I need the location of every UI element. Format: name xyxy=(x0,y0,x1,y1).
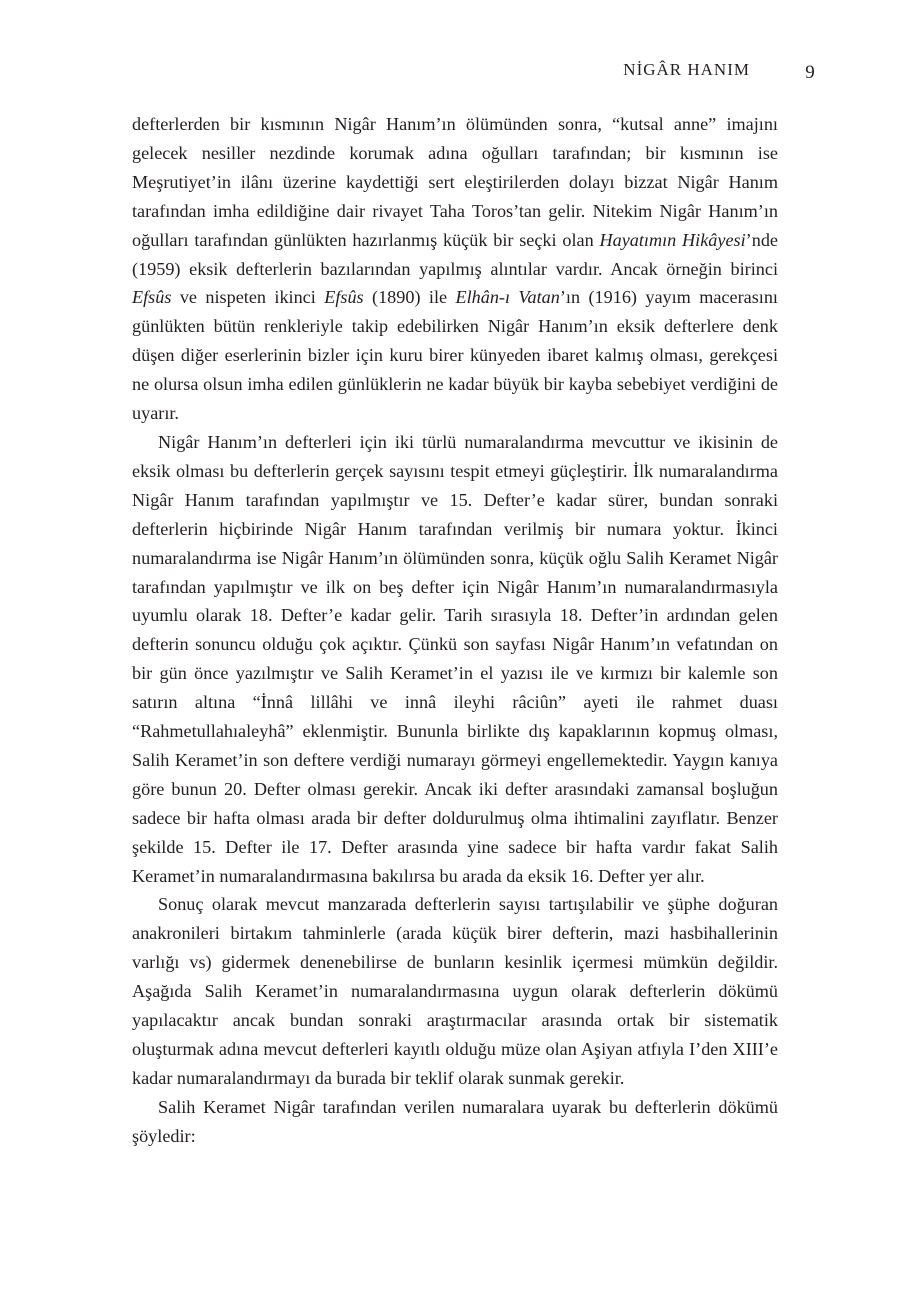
book-title: Efsûs xyxy=(132,287,172,308)
book-title: Hayatımın Hikâyesi xyxy=(599,229,746,250)
text-run: defterlerden bir kısmının Nigâr Hanım’ın ölümünden sonra, “kutsal anne” imajını gelecek nesiller nezdinde korumak adına oğulları tarafından; bir kısmının ise Meşrutiyet’in ilânı üzerine kaydettiği sert eleştirilerden dolayı bizzat Nigâr Hanım tarafından imha edildiğine dair rivayet Taha Toros’tan gelir. Nitekim Nigâr Hanım’ın oğulları tarafından günlükten hazırlanmış küçük bir seçki olan xyxy=(132,114,778,250)
paragraph xyxy=(132,110,778,428)
text-run: Nigâr Hanım’ın defterleri için iki türlü numaralandırma mevcuttur ve ikisinin de eksik olması bu defterlerin gerçek sayısını tespit etmeyi güçleştirir. İlk numaralandırma Nigâr Hanım tarafından yapılmıştır ve 15. Defter’e kadar sürer, bundan sonraki defterlerin hiçbirinde Nigâr Hanım tarafından verilmiş bir numara yoktur. İkinci numaralandırma ise Nigâr Hanım’ın ölümünden sonra, küçük oğlu Salih Keramet Nigâr tarafından yapılmıştır ve ilk on beş defter için Nigâr Hanım’ın numaralandırmasıyla uyumlu olarak 18. Defter’e kadar gelir. Tarih sırasıyla 18. Defter’in ardından gelen defterin sonuncu olduğu çok açıktır. Çünkü son sayfası Nigâr Hanım’ın vefatından on bir gün önce yazılmıştır ve Salih Keramet’in el yazısı ile ve kırmızı bir kalemle son satırın altına “İnnâ lillâhi ve innâ ileyhi râciûn” ayeti ile rahmet duası “Rahmetullahıaleyhâ” eklenmiştir. Bununla birlikte dış kapaklarının kopmuş olması, Salih Keramet’in son deftere verdiği numarayı görmeyi engellemektedir. Yaygın kanıya göre bunun 20. Defter olması gerekir. Ancak iki defter arasındaki zamansal boşluğun sadece bir hafta olması arada bir defter doldurulmuş olma ihtimalini zayıflatır. Benzer şekilde 15. Defter ile 17. Defter arasında yine sadece bir hafta vardır fakat Salih Keramet’in numaralandırmasına bakılırsa bu arada da eksik 16. Defter yer alır. xyxy=(132,431,778,886)
book-title: Efsûs xyxy=(324,287,364,308)
paragraph xyxy=(132,890,778,1092)
body-text xyxy=(132,110,778,1151)
page-number: 9 xyxy=(805,62,815,83)
book-title: Elhân-ı Vatan xyxy=(455,287,560,308)
text-run: Sonuç olarak mevcut manzarada defterlerin sayısı tartışılabilir ve şüphe doğuran anakronileri birtakım tahminlerle (arada küçük birer defterin, mazi hasbihallerinin varlığı vs) gidermek denenebilirse de bunların kesinlik içermesi mümkün değildir. Aşağıda Salih Keramet’in numaralandırmasına uygun olarak defterlerin dökümü yapılacaktır ancak bundan sonraki araştırmacılar arasında ortak bir sistematik oluşturmak adına mevcut defterleri kayıtlı olduğu müze olan Aşiyan atfıyla I’den XIII’e kadar numaralandırmayı da burada bir teklif olarak sunmak gerekir. xyxy=(132,894,778,1088)
text-run: ’nde (1959) eksik defterlerin bazılarından yapılmış alıntılar vardır. Ancak örneğin birinci xyxy=(132,229,778,279)
text-run: Salih Keramet Nigâr tarafından verilen numaralara uyarak bu defterlerin dökümü şöyledir: xyxy=(132,1096,778,1146)
text-run: ’ın (1916) yayım macerasını günlükten bütün renkleriyle takip edebilirken Nigâr Hanım’ın eksik defterlere denk düşen diğer eserlerinin bizler için kuru birer künyeden ibaret kalmış olması, gerekçesi ne olursa olsun imha edilen günlüklerin ne kadar büyük bir kayba sebebiyet verdiğini de uyarır. xyxy=(132,287,778,424)
text-run: (1890) ile xyxy=(363,287,456,308)
paragraph xyxy=(132,1093,778,1151)
running-title: NİGÂR HANIM xyxy=(623,60,750,79)
paragraph xyxy=(132,428,778,891)
text-run: ve nispeten ikinci xyxy=(171,287,325,308)
